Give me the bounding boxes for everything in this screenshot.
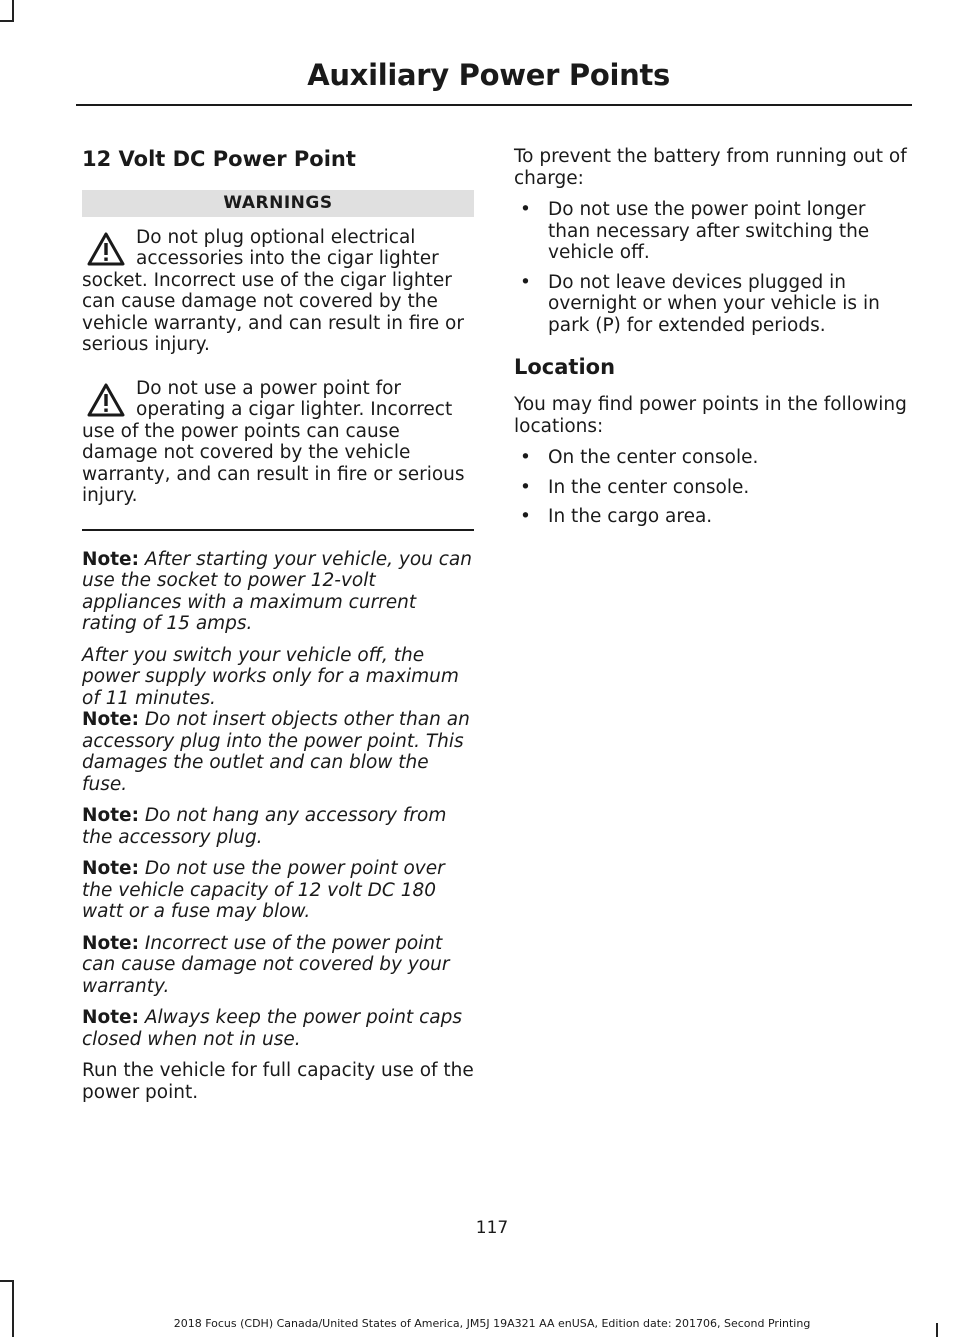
note-1-continuation: After you switch your vehicle off, the power supply works only for a maximum of 11 minutes. [82,644,459,709]
note-3 [82,805,474,848]
note-2 [82,709,474,795]
note-text: Do not hang any accessory from the accessory plug. [82,805,447,848]
warnings-end-divider [82,529,474,531]
list-item: • In the center console. [514,477,909,499]
section-heading-location: Location [514,355,616,379]
edition-footer: 2018 Focus (CDH) Canada/United States of America, JM5J 19A321 AA enUSA, Edition date: 201706, Second Printing [173,1317,811,1330]
note-6 [82,1007,474,1050]
note-1 [82,549,474,635]
crop-mark-top-left-v [12,0,14,22]
note-label: Note: [82,932,139,954]
note-5 [82,933,474,998]
warning-item-1 [82,227,474,356]
note-4 [82,858,474,923]
warning-triangle-icon [86,382,126,418]
note-text: Incorrect use of the power point can cause damage not covered by your warranty. [82,932,450,997]
page-number: 117 [475,1218,509,1238]
closing-paragraph: Run the vehicle for full capacity use of the power point. [82,1060,474,1103]
page-title: Auxiliary Power Points [307,58,670,92]
note-text: After starting your vehicle, you can use the socket to power 12-volt appliances with a maximum current rating of 15 amps. [82,548,472,634]
note-text: Do not use the power point over the vehicle capacity of 12 volt DC 180 watt or a fuse may blow. [82,858,445,922]
section-heading-power-point: 12 Volt DC Power Point [82,147,356,171]
locations-list [514,447,909,528]
list-item: • On the center console. [514,447,909,469]
note-text: Always keep the power point caps closed when not in use. [82,1007,462,1050]
note-text: Do not insert objects other than an accessory plug into the power point. This damages the outlet and can blow the fuse. [82,709,470,795]
note-label: Note: [82,805,139,826]
list-item: • Do not use the power point longer than necessary after switching the vehicle off. [514,199,909,264]
right-column [514,146,909,540]
note-label: Note: [82,858,139,879]
list-item: • Do not leave devices plugged in overnight or when your vehicle is in park (P) for extended periods. [514,272,909,337]
list-item: • In the cargo area. [514,506,909,528]
location-intro: You may find power points in the following locations: [514,394,907,437]
battery-intro: To prevent the battery from running out of charge: [514,146,907,189]
note-label: Note: [82,709,139,730]
battery-tips-list [514,199,909,336]
warning-text-1: Do not plug optional electrical accessories into the cigar lighter socket. Incorrect use of the cigar lighter can cause damage not covered by the vehicle warranty, and can result in fire or serious injury. [82,226,464,355]
crop-mark-top-left-h [0,20,14,22]
note-label: Note: [82,548,139,570]
warnings-header: WARNINGS [82,190,474,217]
warning-triangle-icon [86,231,126,267]
crop-mark-bottom-left-h [0,1280,14,1282]
left-column [82,146,474,1113]
warning-item-2 [82,378,474,507]
note-label: Note: [82,1007,139,1028]
header-divider [76,104,912,106]
warning-text-2: Do not use a power point for operating a cigar lighter. Incorrect use of the power points can cause damage not covered by the vehicle warranty, and can result in fire or serious injury. [82,377,465,506]
